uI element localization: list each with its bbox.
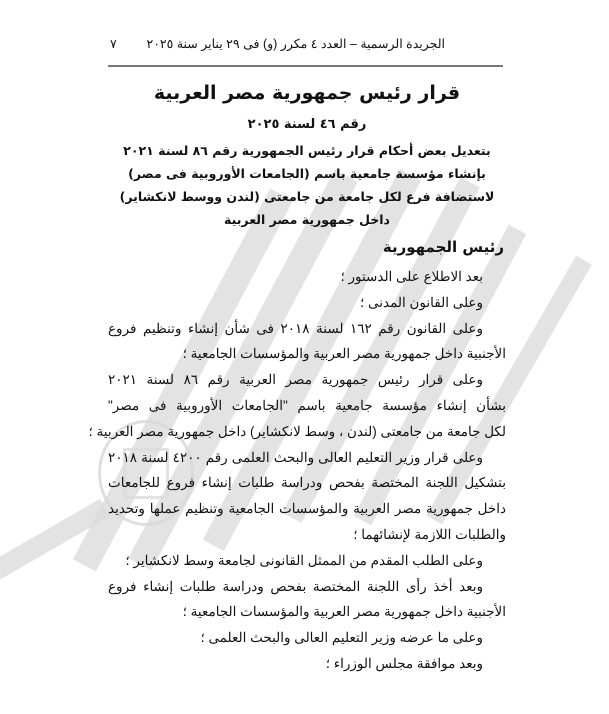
body-line: وعلى قرار وزير التعليم العالى والبحث العلمى رقم ٤٢٠٠ لسنة ٢٠١٨ [108, 449, 483, 465]
body-line: الأجنبية داخل جمهورية مصر العربية والمؤسسات الجامعية ؛ [182, 346, 506, 362]
decree-body [88, 236, 506, 677]
body-line: وعلى ما عرضه وزير التعليم العالى والبحث العلمى ؛ [200, 630, 483, 646]
page-header [108, 36, 503, 56]
decree-number: رقم ٤٦ لسنة ٢٠٢٥ [247, 117, 367, 132]
body-line: وعلى الطلب المقدم من الممثل القانونى لجامعة وسط لانكشاير ؛ [125, 552, 483, 568]
header-divider [108, 65, 503, 67]
gazette-title: الجريدة الرسمية – العدد ٤ مكرر (و) فى ٢٩ يناير سنة ٢٠٢٥ [146, 37, 445, 51]
decree-title: قرار رئيس جمهورية مصر العربية [153, 82, 461, 104]
body-line: بعد الاطلاع على الدستور ؛ [340, 269, 483, 284]
body-line: وعلى القانون رقم ١٦٢ لسنة ٢٠١٨ فى شأن إنشاء وتنظيم فروع [108, 320, 483, 336]
page-number: ٧ [110, 37, 117, 51]
body-line: داخل جمهورية مصر العربية والمؤسسات الجامعية وتنظيم عملها وتحديد [108, 501, 506, 517]
body-line: لكل جامعة من جامعتى (لندن ، وسط لانكشاير) داخل جمهورية مصر العربية ؛ [88, 423, 506, 439]
body-heading: رئيس الجمهورية [382, 238, 504, 256]
body-line: وبعد أخذ رأى اللجنة المختصة بفحص ودراسة طلبات إنشاء فروع [108, 578, 483, 594]
decree-subject-line: بتعديل بعض أحكام قرار رئيس الجمهورية رقم ٨٦ لسنة ٢٠٢١ [123, 143, 491, 158]
body-line: بتشكيل اللجنة المختصة بفحص ودراسة طلبات إنشاء فروع للجامعات [108, 475, 506, 491]
body-line: وعلى قرار رئيس جمهورية مصر العربية رقم ٨٦ لسنة ٢٠٢١ [108, 372, 483, 388]
body-line: وبعد موافقة مجلس الوزراء ؛ [325, 655, 483, 671]
body-line: بشأن إنشاء مؤسسة جامعية باسم "الجامعات الأوروبية فى مصر" [108, 397, 506, 413]
decree-subject-line: لاستضافة فرع لكل جامعة من جامعتى (لندن ووسط لانكشاير) [119, 189, 495, 204]
decree-subject-line: داخل جمهورية مصر العربية [224, 212, 390, 227]
decree-subject-line: بإنشاء مؤسسة جامعية باسم (الجامعات الأوروبية فى مصر) [128, 166, 486, 181]
body-line: والطلبات اللازمة لإنشائهما ؛ [353, 526, 506, 542]
body-line: وعلى القانون المدنى ؛ [359, 294, 483, 310]
body-line: الأجنبية داخل جمهورية مصر العربية والمؤسسات الجامعية ؛ [182, 604, 506, 620]
